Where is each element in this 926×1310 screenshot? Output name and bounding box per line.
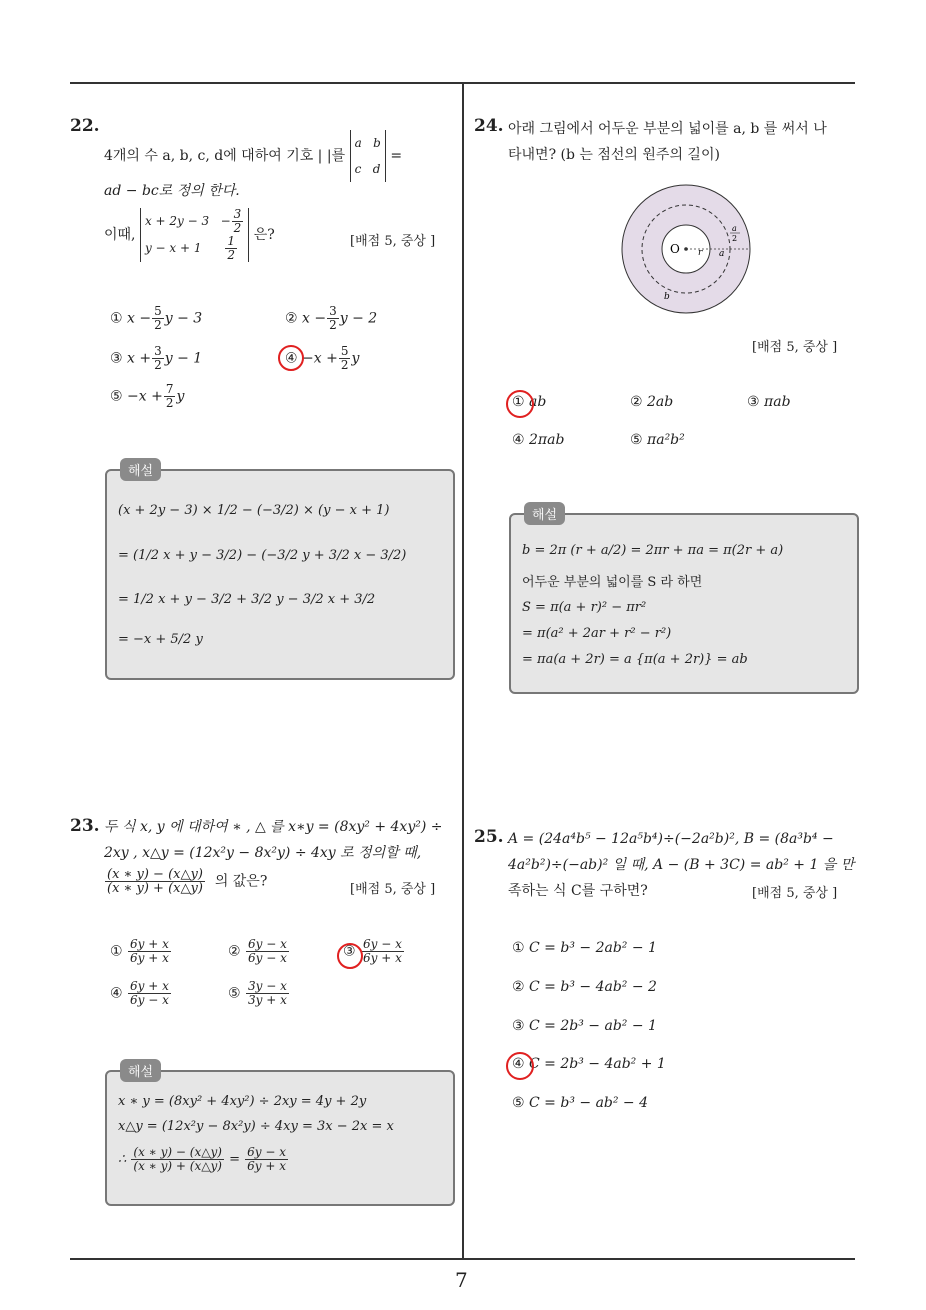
q23-solution-line-1: x ∗ y = (8xy² + 4xy²) ÷ 2xy = 4y + 2y [118,1094,367,1109]
q24-solution-line-5: = πa(a + 2r) = a {π(a + 2r)} = ab [522,652,748,667]
q25-option-2[interactable]: ② C = b³ − 4ab² − 2 [512,979,657,995]
q24-solution-label: 해설 [524,502,565,525]
q25-line3: 족하는 식 C를 구하면? [508,883,648,899]
q23-solution-label: 해설 [120,1059,161,1082]
q23-number: 23. [70,816,100,836]
q22-solution-line-2: = (1/2 x + y − 3/2) − (−3/2 y + 3/2 x − 3/2) [118,548,407,563]
q23-option-1[interactable]: ① $\frac{6y + x}{6y + x}$ [110,937,169,965]
page-number: 7 [455,1268,468,1292]
label-center-o: O [670,242,680,256]
q24-score: [배점 5, 중상 ] [752,340,838,355]
q25-option-3[interactable]: ③ C = 2b³ − ab² − 1 [512,1018,657,1034]
q24-answer-mark [506,390,534,418]
q24-option-3[interactable]: ③ πab [747,394,791,410]
q24-option-2[interactable]: ② 2ab [630,394,674,410]
q22-line3: 이때, x + 2y − 3 − $\frac{3}{2}$ y − x + 1 $\frac{1}{2}$ 은? [104,207,275,262]
q25-option-4[interactable]: ④ C = 2b³ − 4ab² + 1 [512,1056,666,1072]
q22-solution-box [105,469,455,680]
q24-solution-line-1: b = 2π (r + a/2) = 2πr + πa = π(2r + a) [522,543,784,558]
q22-solution-line-4: = −x + 5/2 y [118,632,203,647]
q23-solution-line-2: x△y = (12x²y − 8x²y) ÷ 4xy = 3x − 2x = x [118,1119,394,1134]
q23-solution-box [105,1070,455,1206]
q23-answer-mark [337,943,363,969]
q24-number: 24. [474,116,504,136]
label-r: r [698,248,703,258]
q22-score: [배점 5, 중상 ] [350,234,436,249]
q23-option-2[interactable]: ② $\frac{6y - x}{6y - x}$ [228,937,287,965]
q22-solution-line-3: = 1/2 x + y − 3/2 + 3/2 y − 3/2 x + 3/2 [118,592,376,607]
q22-option-5[interactable]: ⑤ −x + $\frac{7}{2}$ y [110,382,185,410]
q23-option-4[interactable]: ④ $\frac{6y + x}{6y - x}$ [110,979,169,1007]
q22-answer-mark [278,345,304,371]
label-a-half-n: a [732,224,737,233]
q24-option-4[interactable]: ④ 2πab [512,432,565,448]
q22-option-1[interactable]: ① x − $\frac{5}{2}$ y − 3 [110,304,203,332]
q22-number: 22. [70,116,100,136]
q24-solution-line-4: = π(a² + 2ar + r² − r²) [522,626,672,641]
q25-number: 25. [474,827,504,847]
q22-option-4[interactable]: ④ −x + $\frac{5}{2}$ y [285,344,360,372]
label-a: a [719,249,725,259]
q25-score: [배점 5, 중상 ] [752,886,838,901]
q23-line3: $\frac{(x ∗ y) - (x\triangle y)}{(x ∗ y) + (x\triangle y)}$ 의 값은? [107,867,268,896]
q22-line1: 4개의 수 a, b, c, d에 대하여 기호 | |를 a b c d = [104,130,402,182]
q24-option-1[interactable]: ① ab [512,394,547,410]
q22-solution-line-1: (x + 2y − 3) × 1/2 − (−3/2) × (y − x + 1) [118,503,390,518]
column-divider [462,84,464,1259]
bottom-rule [70,1258,855,1260]
q22-determinant: x + 2y − 3 − $\frac{3}{2}$ y − x + 1 $\frac{1}{2}$ [140,208,249,262]
q23-option-5[interactable]: ⑤ $\frac{3y - x}{3y + x}$ [228,979,287,1007]
q24-annulus-figure [620,183,752,315]
q24-solution-line-3: S = π(a + r)² − πr² [522,600,647,615]
q22-solution-label: 해설 [120,458,161,481]
q23-solution-line-3: ∴ $\frac{(x ∗ y) - (x\triangle y)}{(x ∗ y) + (x\triangle y)}$ = $\frac{6y - x}{6y + x}$ [118,1145,287,1173]
q25-answer-mark [506,1052,534,1080]
label-b: b [664,292,670,302]
q25-option-1[interactable]: ① C = b³ − 2ab² − 1 [512,940,657,956]
q24-solution-line-2: 어두운 부분의 넓이를 S 라 하면 [522,575,703,590]
q23-score: [배점 5, 중상 ] [350,882,436,897]
q22-option-3[interactable]: ③ x + $\frac{3}{2}$ y − 1 [110,344,203,372]
q24-line2: 타내면? (b 는 점선의 원주의 길이) [508,147,720,163]
q23-line1: 두 식 x, y 에 대하여 ∗ , △ 를 x∗y = (8xy² + 4xy²) ÷ [104,819,443,835]
q25-option-5[interactable]: ⑤ C = b³ − ab² − 4 [512,1095,649,1111]
q24-option-5[interactable]: ⑤ πa²b² [630,432,685,448]
q22-line2: ad − bc로 정의 한다. [104,183,240,199]
q24-line1: 아래 그림에서 어두운 부분의 넓이를 a, b 를 써서 나 [508,121,827,137]
q23-option-3[interactable]: ③ $\frac{6y - x}{6y + x}$ [343,937,402,965]
q25-line2: 4a²b²)÷(−ab)² 일 때, A − (B + 3C) = ab² + 1 을 만 [508,857,855,873]
q22-option-2[interactable]: ② x − $\frac{3}{2}$ y − 2 [285,304,378,332]
q23-line2: 2xy , x△y = (12x²y − 8x²y) ÷ 4xy 로 정의할 때, [104,845,422,861]
label-a-half-d: 2 [732,234,738,243]
q25-line1: A = (24a⁴b⁵ − 12a⁵b⁴)÷(−2a²b)², B = (8a³b⁴ − [508,831,834,847]
q22-symbol-matrix: a b c d [350,130,386,182]
